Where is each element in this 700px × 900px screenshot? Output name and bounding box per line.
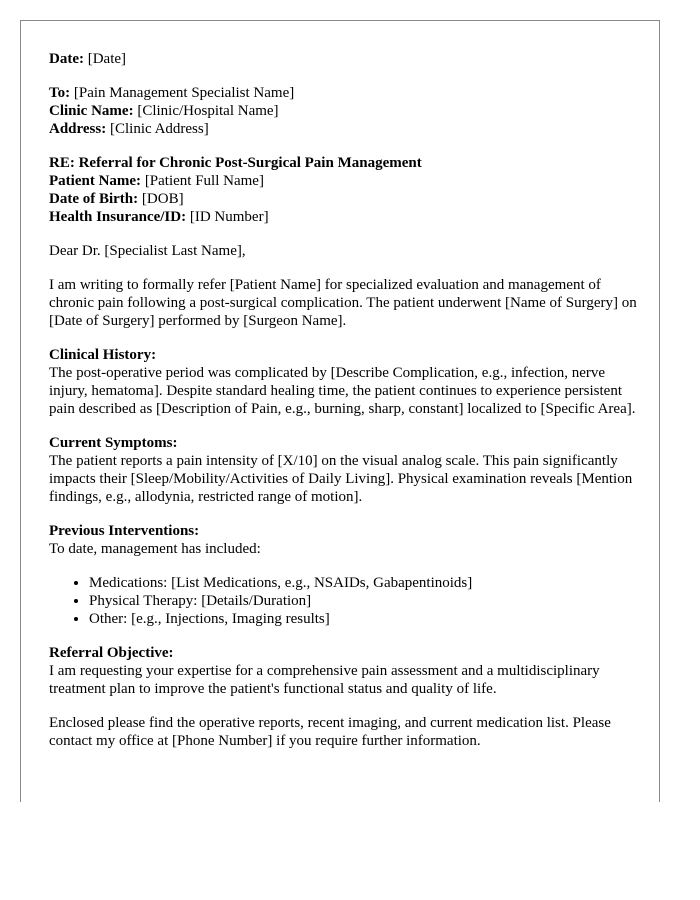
clinic-line: [49, 102, 639, 120]
clinic-label: Clinic Name:: [49, 103, 134, 119]
to-label: To:: [49, 85, 71, 101]
previous-interventions-text: To date, management has included:: [49, 541, 261, 557]
referral-objective-heading: Referral Objective:: [49, 645, 174, 661]
date-label: Date:: [49, 51, 84, 67]
closing-paragraph: Enclosed please find the operative reports, recent imaging, and current medication list. Please contact my office at [Phone Number] if you require further information.: [49, 715, 611, 749]
patient-name-value: [Patient Full Name]: [144, 173, 264, 189]
to-value: [Pain Management Specialist Name]: [73, 85, 295, 101]
clinical-history-heading: Clinical History:: [49, 347, 157, 363]
clinical-history-section: [49, 346, 639, 418]
patient-name-label: Patient Name:: [49, 173, 142, 189]
patient-name-line: [49, 172, 639, 190]
interventions-list: [49, 574, 639, 628]
referral-objective-text: I am requesting your expertise for a comprehensive pain assessment and a multidisciplinary treatment plan to improve the patient's functional status and quality of life.: [49, 663, 600, 697]
dob-value: [DOB]: [141, 191, 184, 207]
previous-interventions-heading: Previous Interventions:: [49, 523, 200, 539]
list-item: • Other: [e.g., Injections, Imaging results]: [89, 610, 639, 628]
clinical-history-text: The post-operative period was complicated by [Describe Complication, e.g., infection, nerve injury, hematoma]. Despite standard healing time, the patient continues to experience persistent pain described as [Description of Pain, e.g., burning, sharp, constant] localized to [Specific Area].: [49, 365, 636, 417]
to-line: [49, 84, 639, 102]
insurance-label: Health Insurance/ID:: [49, 209, 187, 225]
re-block: [49, 154, 639, 226]
salutation: Dear Dr. [Specialist Last Name],: [49, 243, 246, 259]
insurance-line: [49, 208, 639, 226]
current-symptoms-heading: Current Symptoms:: [49, 435, 178, 451]
address-value: [Clinic Address]: [109, 121, 209, 137]
referral-objective-section: [49, 644, 639, 698]
date-line: [49, 50, 639, 68]
date-block: [49, 50, 639, 68]
dob-label: Date of Birth:: [49, 191, 139, 207]
address-line: [49, 120, 639, 138]
letter-body: [49, 50, 639, 750]
dob-line: [49, 190, 639, 208]
current-symptoms-text: The patient reports a pain intensity of [X/10] on the visual analog scale. This pain significantly impacts their [Sleep/Mobility/Activities of Daily Living]. Physical examination reveals [Mention findings, e.g., allodynia, restricted range of motion].: [49, 453, 633, 505]
insurance-value: [ID Number]: [189, 209, 269, 225]
letter-page: [20, 20, 660, 802]
recipient-block: [49, 84, 639, 138]
previous-interventions-section: [49, 522, 639, 628]
list-item: • Physical Therapy: [Details/Duration]: [89, 592, 639, 610]
clinic-value: [Clinic/Hospital Name]: [137, 103, 279, 119]
date-value: [Date]: [87, 51, 127, 67]
re-subject: RE: Referral for Chronic Post-Surgical Pain Management: [49, 155, 422, 171]
intro-paragraph: I am writing to formally refer [Patient Name] for specialized evaluation and management of chronic pain following a post-surgical complication. The patient underwent [Name of Surgery] on [Date of Surgery] performed by [Surgeon Name].: [49, 277, 637, 329]
list-item: • Medications: [List Medications, e.g., NSAIDs, Gabapentinoids]: [89, 574, 639, 592]
address-label: Address:: [49, 121, 107, 137]
current-symptoms-section: [49, 434, 639, 506]
